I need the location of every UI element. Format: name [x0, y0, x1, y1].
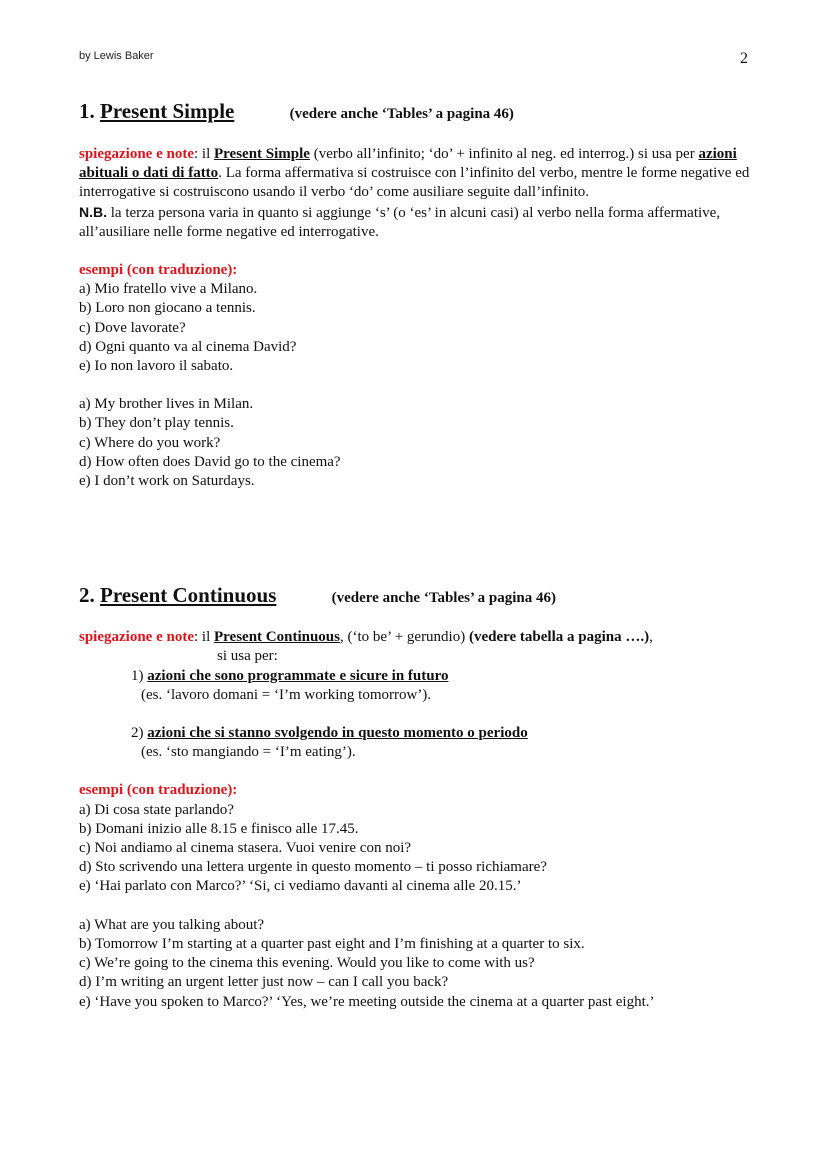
section-2-use-2 — [79, 724, 759, 762]
list-item: c) Noi andiamo al cinema stasera. Vuoi venire con noi? — [79, 840, 412, 857]
list-item: c) We’re going to the cinema this evening. Would you like to come with us? — [79, 955, 535, 972]
section-1-examples-italian — [79, 280, 759, 376]
list-item: e) ‘Have you spoken to Marco?’ ‘Yes, we’re meeting outside the cinema at a quarter past eight.’ — [79, 993, 655, 1010]
section-1-title: Present Simple — [100, 99, 235, 123]
section-1-explanation-label: spiegazione e note — [79, 146, 194, 162]
section-2-examples-english — [79, 916, 759, 1012]
section-2-heading — [79, 580, 759, 613]
section-2-term: Present Continuous — [214, 629, 340, 646]
section-2-examples-italian — [79, 801, 759, 897]
section-1-number: 1. — [79, 99, 95, 123]
list-item: e) I don’t work on Saturdays. — [79, 473, 255, 490]
section-1-explanation-text-3: . La forma affermativa si costruisce con l’infinito del verbo, mentre le forme negative ed interrogative si costruiscono usando il verbo ‘do’ come ausiliare seguite dall’infinito. — [79, 165, 750, 201]
list-item: c) Where do you work? — [79, 434, 221, 451]
list-item: b) Domani inizio alle 8.15 e finisco alle 17.45. — [79, 820, 359, 837]
section-2-examples-label: esempi (con traduzione): — [79, 782, 238, 799]
use-2-title-line — [131, 724, 759, 743]
section-2-title: Present Continuous — [100, 583, 277, 608]
section-1-explanation-text-2: (verbo all’infinito; ‘do’ + infinito al neg. ed interrog.) si usa per — [309, 146, 699, 162]
section-1-usage: azioni abituali o dati di fatto — [79, 146, 737, 182]
use-1-number: 1) — [131, 667, 148, 684]
list-item: b) They don’t play tennis. — [79, 415, 234, 432]
section-2-explanation — [79, 628, 759, 647]
page-number: 2 — [740, 50, 748, 67]
section-2-si-usa: si usa per: — [217, 648, 278, 665]
list-item: e) ‘Hai parlato con Marco?’ ‘Si, ci vediamo davanti al cinema alle 20.15.’ — [79, 878, 522, 895]
section-2-reference: (vedere anche ‘Tables’ a pagina 46) — [331, 590, 556, 607]
section-1-explanation-text-1: : il — [193, 146, 214, 162]
section-2-explanation-text-1: : il — [193, 629, 214, 646]
section-1-heading — [79, 96, 759, 129]
section-2-explanation-label: spiegazione e note — [79, 629, 194, 646]
section-2-table-reference: (vedere tabella a pagina ….) — [468, 629, 650, 646]
list-item: d) How often does David go to the cinema? — [79, 453, 341, 470]
list-item: a) Di cosa state parlando? — [79, 801, 234, 818]
use-1-example: (es. ‘lavoro domani = ‘I’m working tomorrow’). — [141, 686, 432, 703]
list-item: a) My brother lives in Milan. — [79, 396, 254, 413]
section-2-number: 2. — [79, 583, 95, 608]
list-item: d) I’m writing an urgent letter just now – can I call you back? — [79, 974, 449, 991]
section-2-explanation-text-2: , (‘to be’ + gerundio) — [340, 629, 469, 646]
use-1-title: azioni che sono programmate e sicure in futuro — [147, 667, 449, 684]
list-item: d) Sto scrivendo una lettera urgente in questo momento – ti posso richiamare? — [79, 859, 547, 876]
section-1-nb — [79, 203, 759, 242]
page-content — [79, 96, 759, 1012]
section-1-explanation — [79, 145, 759, 203]
section-1-examples-english — [79, 395, 759, 491]
section-1-reference: (vedere anche ‘Tables’ a pagina 46) — [289, 106, 514, 122]
list-item: d) Ogni quanto va al cinema David? — [79, 338, 297, 355]
list-item: b) Tomorrow I’m starting at a quarter past eight and I’m finishing at a quarter to six. — [79, 935, 585, 952]
use-2-example: (es. ‘sto mangiando = ‘I’m eating’). — [141, 744, 356, 761]
section-1-term: Present Simple — [214, 146, 310, 162]
use-2-number: 2) — [131, 725, 148, 742]
use-1-title-line — [131, 667, 759, 686]
section-2-explanation-text-4: , — [649, 629, 653, 646]
section-1-examples-label: esempi (con traduzione): — [79, 262, 238, 279]
section-2-use-1 — [79, 667, 759, 705]
list-item: e) Io non lavoro il sabato. — [79, 358, 234, 375]
list-item: a) Mio fratello vive a Milano. — [79, 281, 258, 298]
nb-text: la terza persona varia in quanto si aggiunge ‘s’ (o ‘es’ in alcuni casi) al verbo nella forma affermative, all’ausiliare nelle forme negative ed interrogative. — [79, 204, 721, 240]
nb-label: N.B. — [79, 203, 107, 220]
use-2-title: azioni che si stanno svolgendo in questo momento o periodo — [147, 725, 528, 742]
author-line: by Lewis Baker — [79, 50, 154, 62]
list-item: b) Loro non giocano a tennis. — [79, 300, 256, 317]
list-item: c) Dove lavorate? — [79, 319, 186, 336]
list-item: a) What are you talking about? — [79, 916, 265, 933]
